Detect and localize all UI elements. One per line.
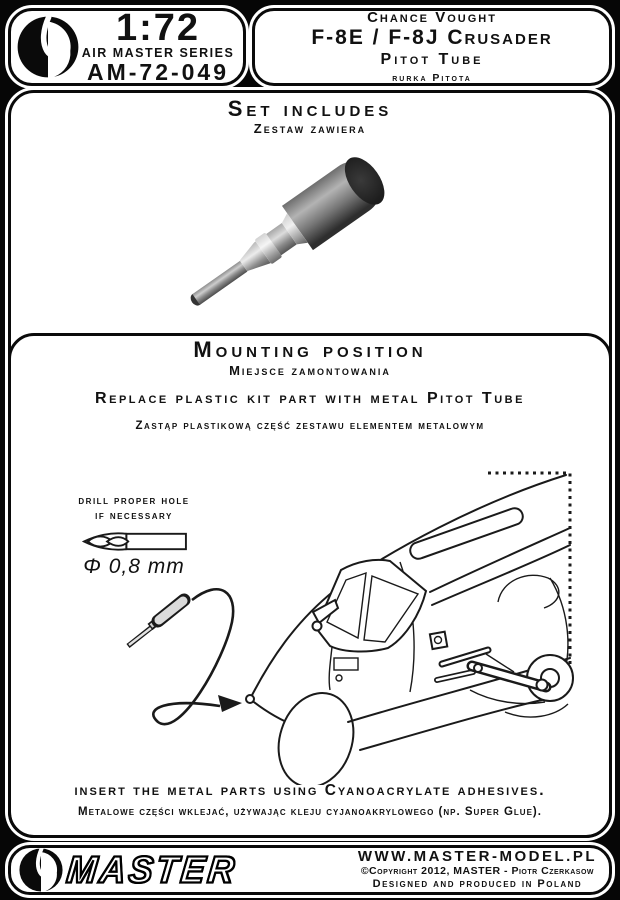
copyright-line: ©Copyright 2012, MASTER - Piotr Czerkasow (360, 865, 595, 877)
product-code: AM-72-049 (86, 59, 230, 85)
adhesive-instruction-en: insert the metal parts using Cyanoacrylate adhesives. (74, 782, 546, 799)
origin-line: Designed and produced in Poland (372, 878, 583, 890)
master-swirl-icon (17, 16, 79, 78)
canopy (313, 560, 427, 652)
drill-diameter-label: Φ 0,8 mm (83, 555, 185, 578)
master-swirl-icon (19, 848, 63, 892)
series-label: AIR MASTER SERIES (81, 46, 235, 60)
metal-part-drawing (128, 600, 184, 646)
website-url: WWW.MASTER-MODEL.PL (357, 848, 597, 865)
landing-gear (470, 654, 573, 717)
footer-bar (8, 845, 612, 895)
set-includes-subtitle-pl: Zestaw zawiera (253, 121, 367, 136)
part-name-pl: rurka Pitota (392, 72, 472, 84)
part-name: Pitot Tube (380, 51, 484, 68)
replace-instruction-pl: Zastąp plastikową część zestawu elementem metalowym (135, 420, 485, 432)
drill-note-line2: if necessary (95, 510, 173, 522)
scale-label: 1:72 (115, 7, 201, 49)
mounting-title: Mounting position (193, 337, 427, 362)
adhesive-instruction-pl: Metalowe części wklejać, używając kleju cyjanoakrylowego (np. Super Glue). (78, 806, 542, 818)
aircraft-model: F-8E / F-8J Crusader (311, 26, 553, 49)
header-title-box (252, 8, 612, 86)
aircraft-nose-line-drawing (120, 450, 620, 785)
set-includes-title: Set includes (227, 96, 393, 121)
footer-info (358, 849, 601, 891)
manufacturer-name: Chance Vought (367, 9, 497, 26)
header-brand-box (8, 8, 246, 86)
brand-wordmark: MASTER (64, 847, 240, 891)
replace-instruction-en: Replace plastic kit part with metal Pitot Tube (95, 390, 525, 407)
drill-note-line1: drill proper hole (78, 495, 190, 507)
pitot-rod (192, 261, 247, 305)
mounting-subtitle-pl: Miejsce zamontowania (229, 363, 391, 378)
pitot-mount-hole (246, 695, 254, 703)
